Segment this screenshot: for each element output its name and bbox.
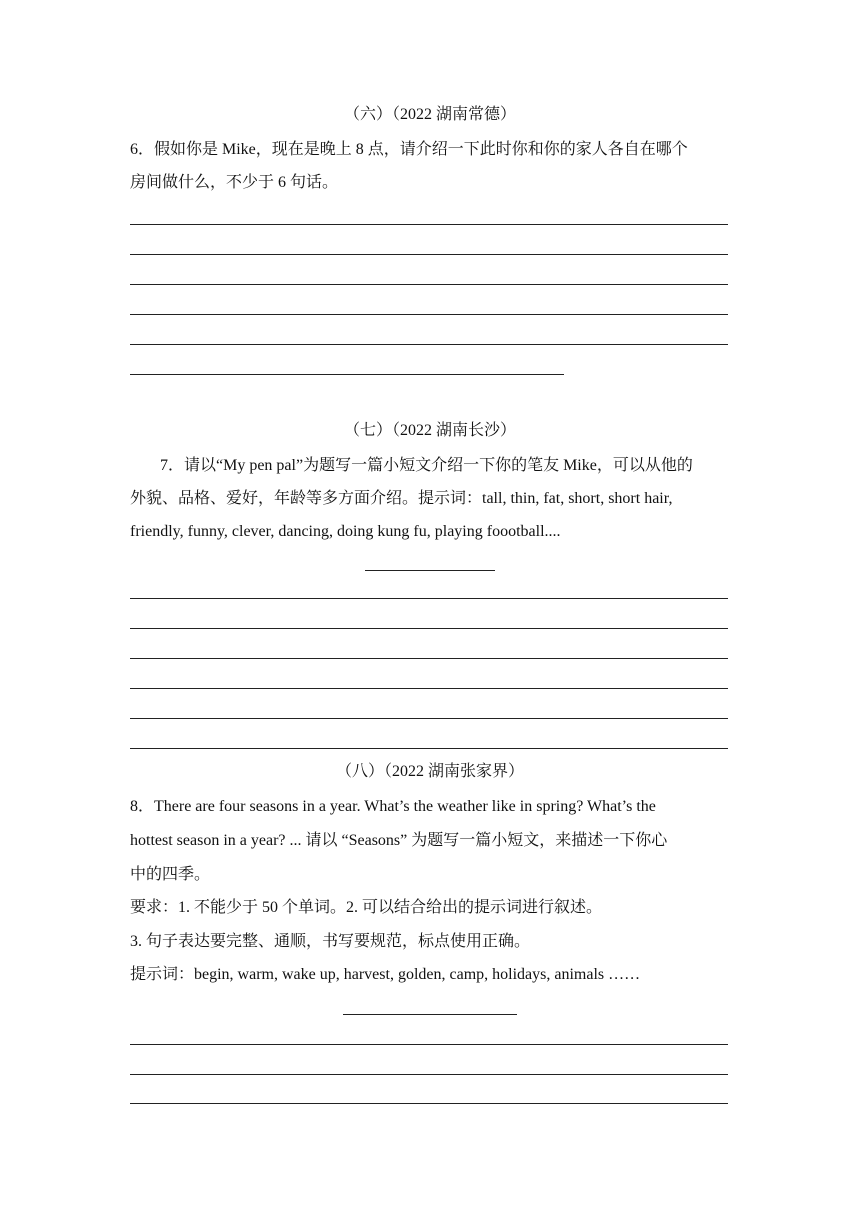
answer-line-short xyxy=(130,374,564,375)
question-6-text-line-2: 房间做什么，不少于 6 句话。 xyxy=(130,174,339,191)
answer-line xyxy=(130,718,728,719)
question-7-text-line-3: friendly, funny, clever, dancing, doing kung fu, playing foootball.... xyxy=(130,523,561,540)
answer-line xyxy=(130,748,728,749)
answer-line xyxy=(130,1103,728,1104)
essay-title-blank xyxy=(343,1014,517,1015)
question-8-hint-words: 提示词：begin, warm, wake up, harvest, golden, camp, holidays, animals …… xyxy=(130,966,641,983)
answer-line xyxy=(130,1074,728,1075)
section-6-heading: （六）（2022 湖南常德） xyxy=(343,106,516,123)
answer-line xyxy=(130,628,728,629)
answer-line xyxy=(130,284,728,285)
section-7-heading: （七）（2022 湖南长沙） xyxy=(343,422,516,439)
question-7-text-line-1: 7．请以“My pen pal”为题写一篇小短文介绍一下你的笔友 Mike，可以从他的 xyxy=(160,457,693,474)
question-8-requirement-1: 要求：1. 不能少于 50 个单词。2. 可以结合给出的提示词进行叙述。 xyxy=(130,899,603,916)
answer-line xyxy=(130,314,728,315)
essay-title-blank xyxy=(365,570,495,571)
question-8-text-line-3: 中的四季。 xyxy=(130,866,211,883)
answer-line xyxy=(130,688,728,689)
answer-line xyxy=(130,224,728,225)
answer-line xyxy=(130,254,728,255)
question-8-text-line-2: hottest season in a year? ... 请以 “Seasons” 为题写一篇小短文，来描述一下你心 xyxy=(130,832,668,849)
question-8-requirement-2: 3. 句子表达要完整、通顺，书写要规范，标点使用正确。 xyxy=(130,933,531,950)
answer-line xyxy=(130,598,728,599)
answer-line xyxy=(130,1044,728,1045)
section-8-heading: （八）（2022 湖南张家界） xyxy=(335,763,524,780)
answer-line xyxy=(130,658,728,659)
answer-line xyxy=(130,344,728,345)
question-6-text-line-1: 6．假如你是 Mike，现在是晚上 8 点，请介绍一下此时你和你的家人各自在哪个 xyxy=(130,141,688,158)
question-7-text-line-2: 外貌、品格、爱好，年龄等多方面介绍。提示词：tall, thin, fat, short, short hair, xyxy=(130,490,673,507)
question-8-text-line-1: 8．There are four seasons in a year. What’s the weather like in spring? What’s the xyxy=(130,798,656,815)
